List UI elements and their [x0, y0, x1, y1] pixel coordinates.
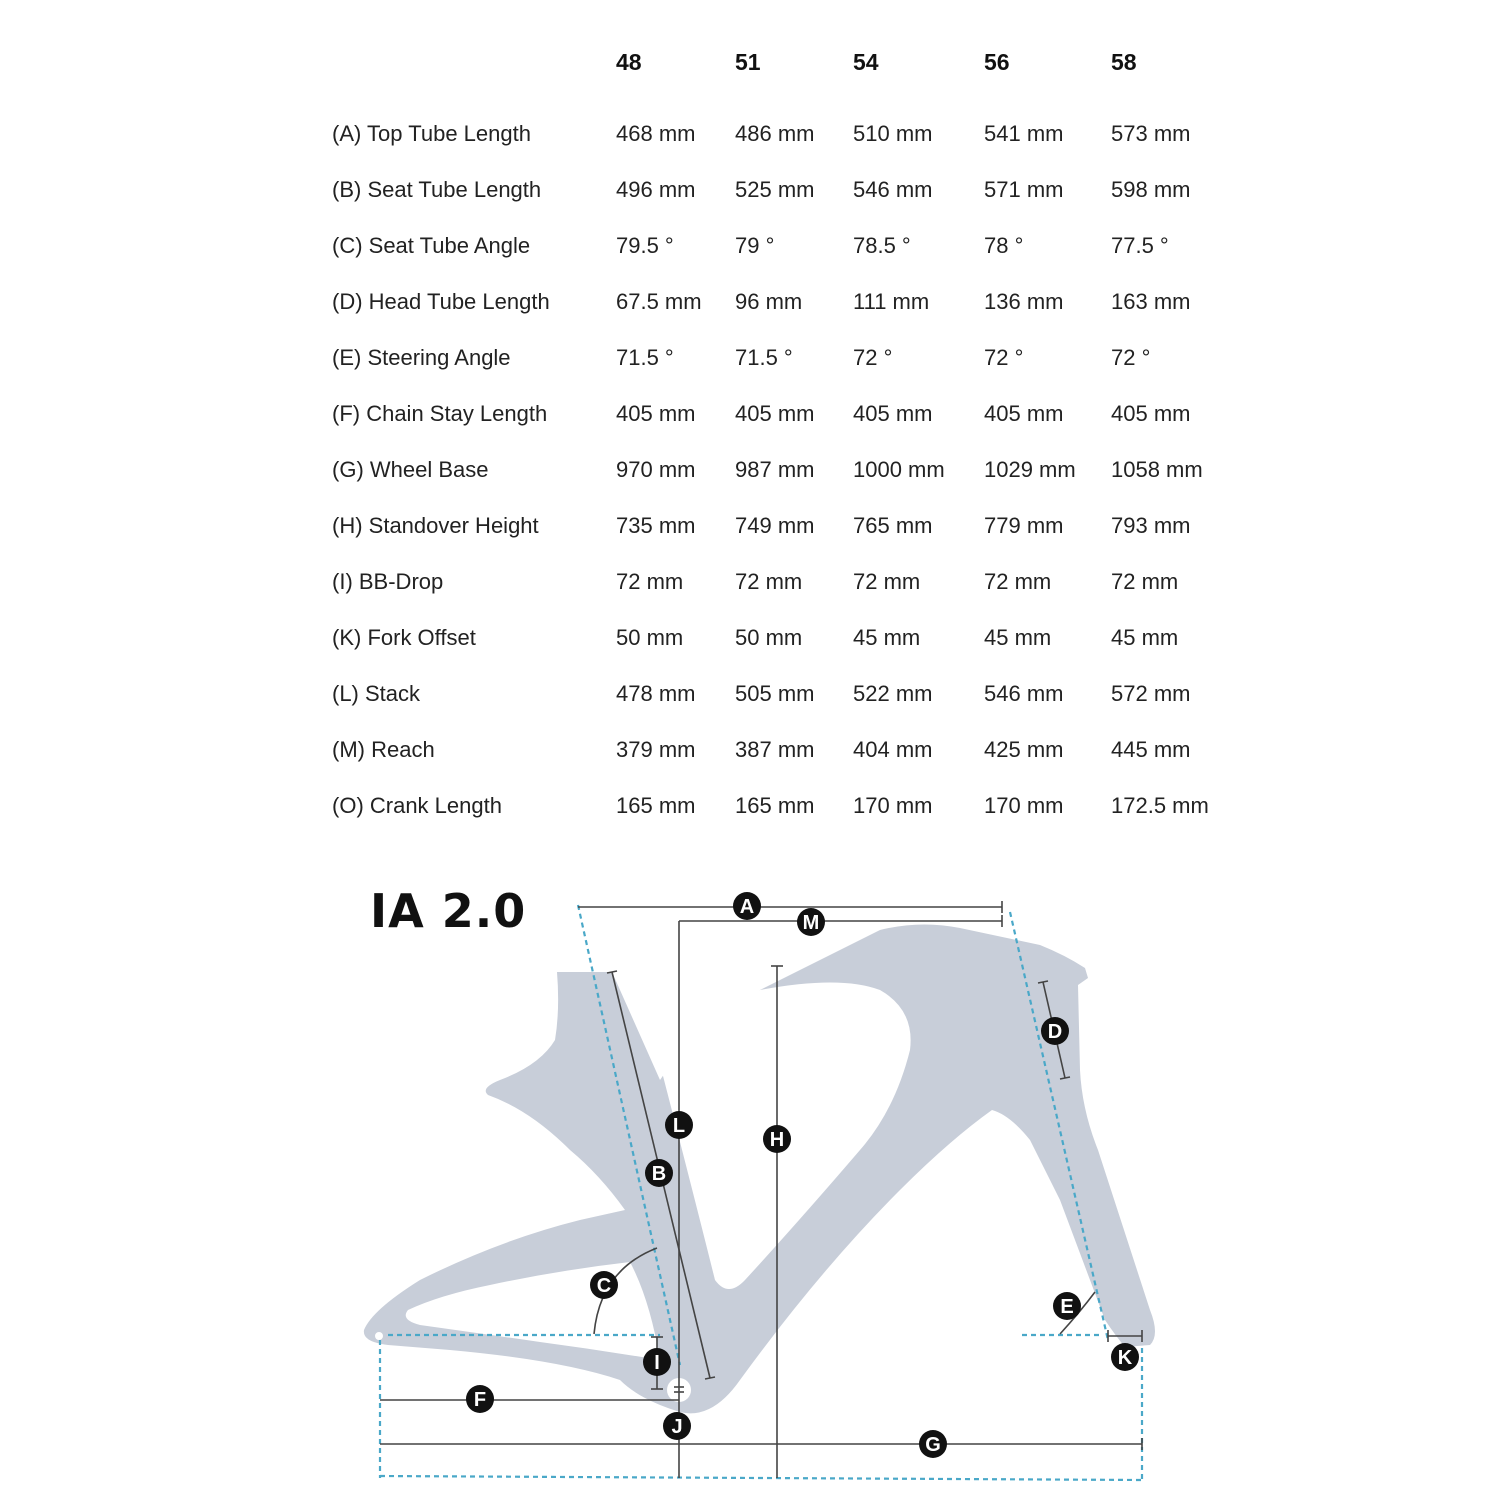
value-cell: 405 mm	[616, 401, 696, 426]
row-label: (H) Standover Height	[332, 513, 539, 538]
value-cell: 987 mm	[735, 457, 815, 482]
value-cell: 71.5 °	[735, 345, 793, 370]
value-cell: 546 mm	[984, 681, 1064, 706]
value-cell: 96 mm	[735, 289, 803, 314]
marker-b	[645, 1159, 673, 1187]
value-cell: 779 mm	[984, 513, 1064, 538]
value-cell: 405 mm	[853, 401, 933, 426]
value-cell: 1000 mm	[853, 457, 945, 482]
value-cell: 387 mm	[735, 737, 815, 762]
size-header-56: 56	[984, 48, 1010, 75]
value-cell: 379 mm	[616, 737, 696, 762]
value-cell: 170 mm	[984, 793, 1064, 818]
row-label: (F) Chain Stay Length	[332, 401, 548, 426]
model-title: IA 2.0	[370, 884, 527, 938]
value-cell: 525 mm	[735, 177, 815, 202]
value-cell: 79.5 °	[616, 233, 674, 258]
value-cell: 72 °	[984, 345, 1024, 370]
value-cell: 522 mm	[853, 681, 933, 706]
value-cell: 50 mm	[616, 625, 684, 650]
row-label: (E) Steering Angle	[332, 345, 511, 370]
value-cell: 486 mm	[735, 121, 815, 146]
value-cell: 735 mm	[616, 513, 696, 538]
value-cell: 405 mm	[984, 401, 1064, 426]
marker-g-label: G	[925, 1434, 941, 1456]
value-cell: 598 mm	[1111, 177, 1191, 202]
marker-a-label: A	[739, 896, 755, 918]
value-cell: 404 mm	[853, 737, 933, 762]
size-header-58: 58	[1111, 48, 1137, 75]
value-cell: 1058 mm	[1111, 457, 1203, 482]
value-cell: 45 mm	[1111, 625, 1179, 650]
value-cell: 496 mm	[616, 177, 696, 202]
row-label: (O) Crank Length	[332, 793, 502, 818]
value-cell: 468 mm	[616, 121, 696, 146]
marker-e	[1053, 1292, 1081, 1320]
marker-l-label: L	[672, 1115, 686, 1137]
value-cell: 79 °	[735, 233, 775, 258]
value-cell: 165 mm	[616, 793, 696, 818]
value-cell: 425 mm	[984, 737, 1064, 762]
row-label: (D) Head Tube Length	[332, 289, 550, 314]
value-cell: 546 mm	[853, 177, 933, 202]
value-cell: 172.5 mm	[1111, 793, 1209, 818]
value-cell: 72 mm	[616, 569, 684, 594]
marker-d	[1041, 1017, 1069, 1045]
value-cell: 67.5 mm	[616, 289, 702, 314]
value-cell: 749 mm	[735, 513, 815, 538]
value-cell: 573 mm	[1111, 121, 1191, 146]
marker-i-label: I	[654, 1352, 660, 1374]
value-cell: 793 mm	[1111, 513, 1191, 538]
marker-g	[919, 1430, 947, 1458]
row-label: (M) Reach	[332, 737, 435, 762]
value-cell: 72 °	[1111, 345, 1151, 370]
size-header-48: 48	[616, 48, 642, 75]
value-cell: 78.5 °	[853, 233, 911, 258]
row-label: (C) Seat Tube Angle	[332, 233, 531, 258]
value-cell: 478 mm	[616, 681, 696, 706]
value-cell: 111 mm	[853, 289, 930, 314]
marker-f	[466, 1385, 494, 1413]
row-label: (L) Stack	[332, 681, 421, 706]
marker-h-label: H	[769, 1129, 785, 1151]
value-cell: 510 mm	[853, 121, 933, 146]
value-cell: 541 mm	[984, 121, 1064, 146]
value-cell: 571 mm	[984, 177, 1064, 202]
value-cell: 77.5 °	[1111, 233, 1169, 258]
marker-c	[590, 1271, 618, 1299]
value-cell: 405 mm	[1111, 401, 1191, 426]
marker-k-label: K	[1117, 1347, 1133, 1369]
marker-c-label: C	[596, 1275, 612, 1297]
marker-f-label: F	[473, 1389, 487, 1411]
value-cell: 165 mm	[735, 793, 815, 818]
value-cell: 405 mm	[735, 401, 815, 426]
row-label: (G) Wheel Base	[332, 457, 489, 482]
value-cell: 170 mm	[853, 793, 933, 818]
value-cell: 71.5 °	[616, 345, 674, 370]
value-cell: 505 mm	[735, 681, 815, 706]
value-cell: 50 mm	[735, 625, 803, 650]
value-cell: 72 °	[853, 345, 893, 370]
value-cell: 72 mm	[1111, 569, 1179, 594]
value-cell: 970 mm	[616, 457, 696, 482]
marker-j	[663, 1412, 691, 1440]
size-header-54: 54	[853, 48, 879, 75]
row-label: (B) Seat Tube Length	[332, 177, 542, 202]
value-cell: 78 °	[984, 233, 1024, 258]
marker-l	[665, 1111, 693, 1139]
marker-m-label: M	[802, 912, 820, 934]
marker-h	[763, 1125, 791, 1153]
marker-m	[797, 908, 825, 936]
marker-i	[643, 1348, 671, 1376]
value-cell: 136 mm	[984, 289, 1064, 314]
marker-j-label: J	[671, 1416, 683, 1438]
value-cell: 445 mm	[1111, 737, 1191, 762]
marker-b-label: B	[651, 1163, 667, 1185]
size-header-51: 51	[735, 48, 761, 75]
marker-e-label: E	[1060, 1296, 1074, 1318]
value-cell: 72 mm	[984, 569, 1052, 594]
marker-a	[733, 892, 761, 920]
marker-k	[1111, 1343, 1139, 1371]
value-cell: 72 mm	[735, 569, 803, 594]
value-cell: 72 mm	[853, 569, 921, 594]
value-cell: 765 mm	[853, 513, 933, 538]
marker-d-label: D	[1047, 1021, 1063, 1043]
value-cell: 45 mm	[853, 625, 921, 650]
value-cell: 1029 mm	[984, 457, 1076, 482]
value-cell: 572 mm	[1111, 681, 1191, 706]
frame-silhouette	[364, 924, 1155, 1413]
value-cell: 163 mm	[1111, 289, 1191, 314]
row-label: (A) Top Tube Length	[332, 121, 531, 146]
row-label: (I) BB-Drop	[332, 569, 444, 594]
row-label: (K) Fork Offset	[332, 625, 476, 650]
value-cell: 45 mm	[984, 625, 1052, 650]
